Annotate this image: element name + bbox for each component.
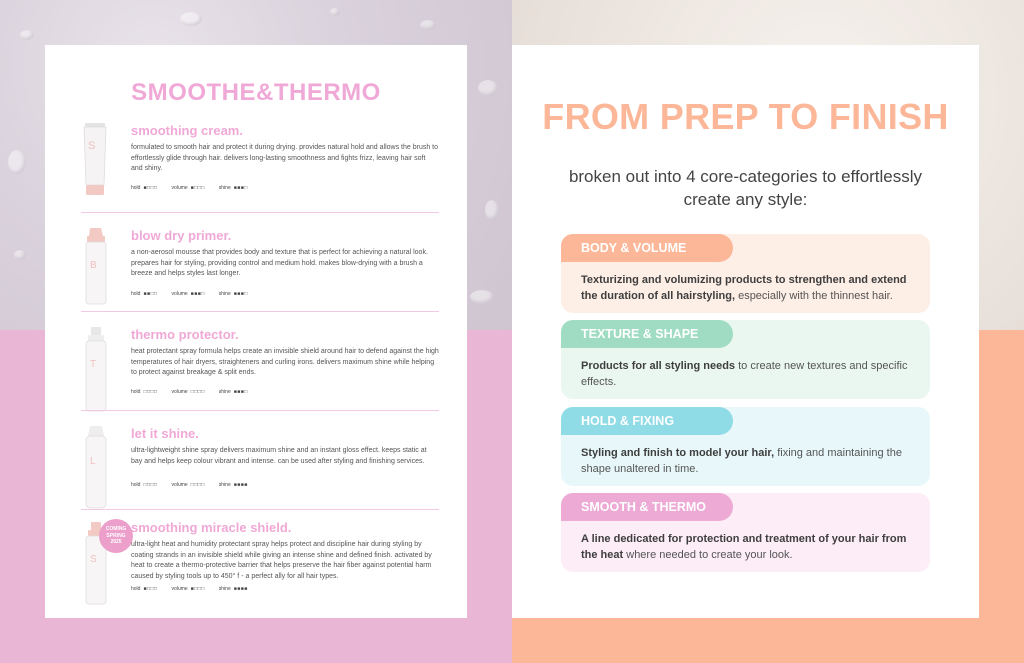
shine-level: ■■■□	[233, 291, 248, 297]
shine-level: ■■■□	[233, 185, 248, 191]
badge-line-3: 2025	[110, 539, 122, 546]
product-name: smoothing cream.	[131, 123, 243, 138]
category-description-bold: A line dedicated for protection and treatment of your hair from the heat	[581, 533, 907, 561]
product-name: blow dry primer.	[131, 228, 232, 243]
volume-label: volume	[171, 389, 188, 395]
spray-bottle-icon	[81, 327, 111, 413]
product-name: thermo protector.	[131, 327, 239, 342]
volume-label: volume	[171, 185, 188, 191]
shine-label: shine	[218, 291, 231, 297]
category-label: SMOOTH & THERMO	[561, 493, 733, 521]
product-ratings	[131, 586, 262, 592]
category-description-rest: fixing and maintaining the shape unaltered in time.	[581, 447, 902, 475]
volume-label: volume	[171, 482, 188, 488]
hold-level: □□□□	[143, 482, 158, 488]
product-ratings	[131, 185, 262, 191]
shine-level: ■■■■	[233, 482, 248, 488]
hold-level: ■■□□	[143, 291, 158, 297]
category-description	[581, 358, 916, 390]
category-label: BODY & VOLUME	[561, 234, 733, 262]
shine-label: shine	[218, 185, 231, 191]
volume-level: ■□□□	[190, 185, 205, 191]
hold-level: □□□□	[143, 389, 158, 395]
product-smoothing-miracle-shield	[81, 520, 475, 615]
divider	[81, 311, 439, 312]
svg-text:B: B	[90, 260, 97, 271]
svg-text:L: L	[90, 456, 96, 467]
category-description	[581, 445, 916, 477]
volume-level: □□□□	[190, 482, 205, 488]
divider	[81, 509, 439, 510]
product-name: let it shine.	[131, 426, 199, 441]
svg-text:T: T	[90, 359, 97, 370]
category-description	[581, 531, 916, 563]
shine-label: shine	[218, 389, 231, 395]
aerosol-can-icon	[81, 426, 111, 512]
product-description: a non-aerosol mousse that provides body and texture that is perfect for achieving a natural look. prepares hair for styling, providing control and medium hold. makes blow-drying with a brush a breeze and helps styles last longer.	[131, 249, 428, 277]
shine-label: shine	[218, 482, 231, 488]
volume-label: volume	[171, 291, 188, 297]
product-name: smoothing miracle shield.	[131, 520, 292, 535]
hold-label: hold	[131, 185, 141, 191]
mousse-bottle-icon	[81, 228, 111, 308]
divider	[81, 212, 439, 213]
subheadline: broken out into 4 core-categories to effortlessly create any style:	[568, 167, 923, 209]
product-smoothing-cream	[81, 123, 475, 233]
category-description-bold: Products for all styling needs	[581, 360, 736, 372]
hold-label: hold	[131, 389, 141, 395]
product-blow-dry-primer	[81, 228, 475, 323]
category-description-bold: Texturizing and volumizing products to strengthen and extend the duration of all hairstyling,	[581, 274, 907, 302]
volume-level: ■□□□	[190, 586, 205, 592]
product-thermo-protector	[81, 327, 475, 422]
headline: FROM PREP TO FINISH	[542, 96, 949, 137]
coming-soon-badge	[99, 519, 133, 553]
volume-label: volume	[171, 586, 188, 592]
shine-level: ■■■□	[233, 389, 248, 395]
category-description-rest: where needed to create your look.	[623, 549, 793, 561]
hold-label: hold	[131, 586, 141, 592]
categories-panel	[512, 45, 979, 618]
product-ratings	[131, 291, 262, 297]
badge-line-2: SPRING	[106, 532, 126, 539]
category-description-rest: to create new textures and specific effects.	[581, 360, 908, 388]
shine-level: ■■■■	[233, 586, 248, 592]
product-let-it-shine	[81, 426, 475, 521]
product-description: ultra-light heat and humidity protectant spray helps protect and discipline hair during styling by coating strands in an invisible shield while giving an intense shine and defined finish. activated by heat to create a thermo-protective barrier that helps preserve the hair fiber against potential harm caused by styling tools up to 450° f - a perfect ally for all hair types.	[131, 541, 432, 580]
volume-level: ■■■□	[190, 291, 205, 297]
cream-tube-icon	[81, 123, 111, 203]
line-title: SMOOTHE&THERMO	[131, 79, 381, 106]
volume-level: □□□□	[190, 389, 205, 395]
category-texture-shape	[561, 320, 930, 399]
svg-text:S: S	[90, 554, 97, 565]
category-label: TEXTURE & SHAPE	[561, 320, 733, 348]
category-description-rest: especially with the thinnest hair.	[735, 290, 893, 302]
product-list-panel	[45, 45, 467, 618]
category-description-bold: Styling and finish to model your hair,	[581, 447, 775, 459]
badge-line-1: COMING	[105, 526, 127, 533]
svg-text:S: S	[88, 140, 96, 152]
hold-level: ■□□□	[143, 586, 158, 592]
divider	[81, 410, 439, 411]
hold-label: hold	[131, 291, 141, 297]
product-description: ultra-lightweight shine spray delivers maximum shine and an instant gloss effect. keeps static at bay and helps keep colour vibrant and intense. can be used after styling and finishing services.	[131, 447, 427, 465]
category-label: HOLD & FIXING	[561, 407, 733, 435]
category-description	[581, 272, 916, 304]
hold-label: hold	[131, 482, 141, 488]
hold-level: ■□□□	[143, 185, 158, 191]
category-hold-fixing	[561, 407, 930, 486]
product-ratings	[131, 389, 262, 395]
product-description: heat protectant spray formula helps create an invisible shield around hair to defend against the high temperatures of hair dryers, straighteners and curling irons. delivers maximum shine while helping to protect against breakage & split ends.	[131, 348, 439, 376]
category-smooth-thermo	[561, 493, 930, 572]
product-ratings	[131, 482, 262, 488]
product-description: formulated to smooth hair and protect it during drying. provides natural hold and allows the brush to effortlessly glide through hair. delivers long-lasting smoothness and fights frizz, leaving hair soft and shiny.	[131, 144, 439, 172]
shine-label: shine	[218, 586, 231, 592]
category-body-volume	[561, 234, 930, 313]
